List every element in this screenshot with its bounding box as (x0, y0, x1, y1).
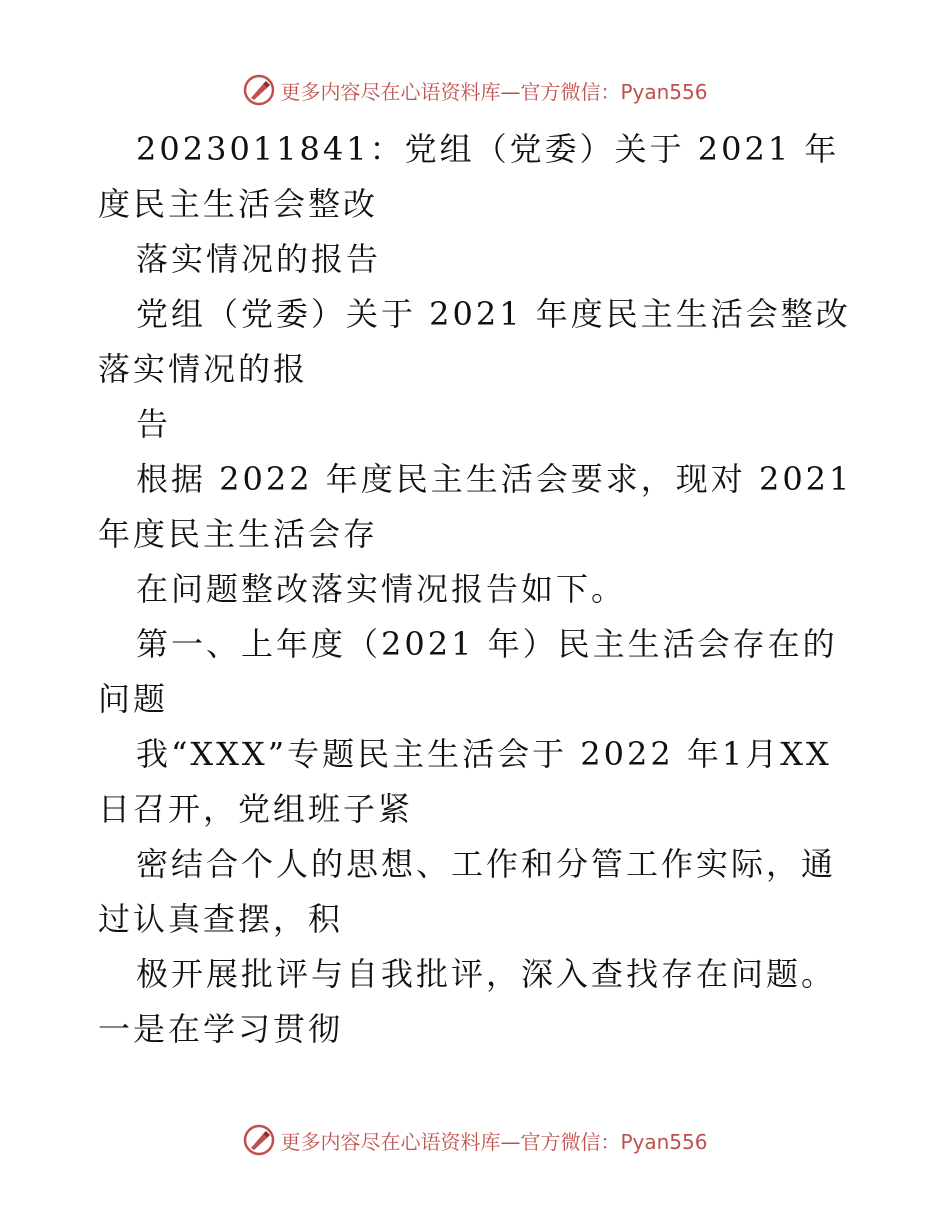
paragraph-intro-line2: 在问题整改落实情况报告如下。 (136, 570, 627, 608)
watermark-text: 更多内容尽在心语资料库—官方微信：Pyan556 (280, 1129, 708, 1154)
paragraph-body-line2: 密结合个人的思想、工作和分管工作实际，通过认真查摆，积 (98, 845, 837, 938)
paragraph-body-line3: 极开展批评与自我批评，深入查找存在问题。一是在学习贯彻 (98, 955, 837, 1048)
paragraph-body-line1: 我“XXX”专题民主生活会于 2022 年1月XX 日召开，党组班子紧 (98, 735, 832, 828)
watermark-text: 更多内容尽在心语资料库—官方微信：Pyan556 (280, 79, 708, 104)
paragraph-intro-line1: 根据 2022 年度民主生活会要求，现对 2021 年度民主生活会存 (98, 460, 853, 553)
paragraph-title-line1: 2023011841：党组（党委）关于 2021 年度民主生活会整改 (98, 130, 840, 223)
paragraph-section-heading: 第一、上年度（2021 年）民主生活会存在的问题 (98, 625, 838, 718)
pen-nib-logo-icon (242, 1123, 276, 1157)
paragraph-title-line2: 落实情况的报告 (136, 240, 382, 278)
header-watermark (0, 70, 950, 110)
pen-nib-logo-icon (242, 73, 276, 107)
paragraph-heading-line1: 党组（党委）关于 2021 年度民主生活会整改落实情况的报 (98, 295, 851, 388)
document-body (98, 122, 858, 1057)
footer-watermark (0, 1120, 950, 1160)
paragraph-heading-line2: 告 (136, 405, 172, 443)
